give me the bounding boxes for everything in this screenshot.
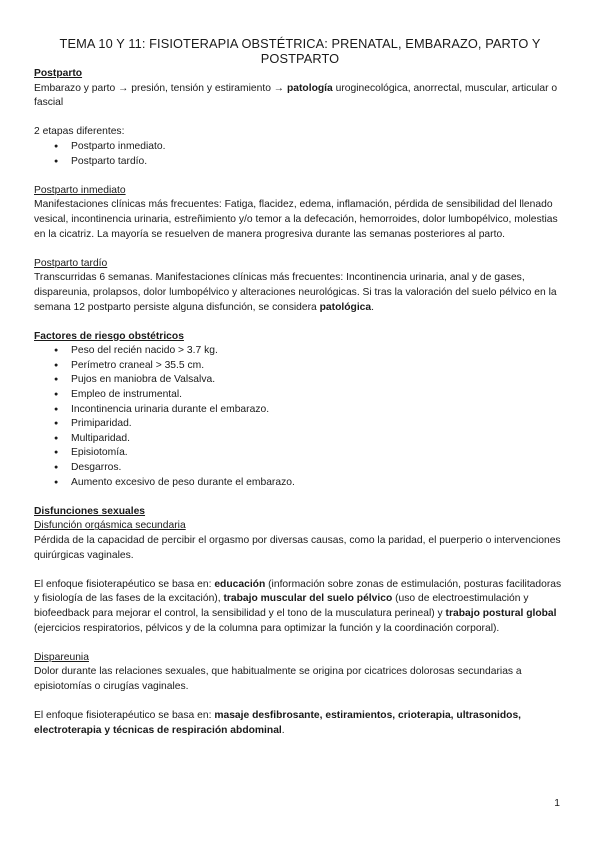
- tardio-text-end: .: [371, 301, 375, 313]
- list-item: ● Peso del recién nacido > 3.7 kg.: [34, 344, 564, 359]
- document-title: TEMA 10 Y 11: FISIOTERAPIA OBSTÉTRICA: PRENATAL, EMBARAZO, PARTO Y POSTPARTO: [59, 36, 541, 66]
- list-item: ● Episiotomía.: [34, 446, 564, 461]
- enfoque-text: (información sobre zonas de estimulación, posturas facilitadoras y fisiología de las fases de la excitación),: [34, 578, 562, 605]
- intro-text-end: uroginecológica, anorrectal, muscular, articular o fascial: [34, 82, 558, 109]
- section-heading-postparto: Postparto: [34, 68, 83, 79]
- etapas-label: 2 etapas diferentes:: [34, 126, 125, 138]
- list-item: ● Perímetro craneal > 35.5 cm.: [34, 359, 564, 374]
- document-body: [34, 67, 564, 738]
- section-heading-disfunciones: Disfunciones sexuales: [34, 505, 146, 517]
- enfoque-text: El enfoque fisioterapéutico se basa en:: [34, 710, 215, 722]
- dispareunia-text: Dolor durante las relaciones sexuales, que habitualmente se origina por cicatrices dolorosas secundarias a episiotomías o cirugías vaginales.: [34, 666, 522, 692]
- enfoque-text: .: [281, 724, 285, 736]
- enfoque-bold: educación: [214, 578, 266, 590]
- etapas-list: [34, 140, 564, 169]
- subheading-disfuncion-orgasmica: Disfunción orgásmica secundaria: [34, 520, 186, 532]
- section-heading-factores: Factores de riesgo obstétricos: [34, 330, 184, 342]
- list-item: ● Multiparidad.: [34, 432, 564, 447]
- page-number: 1: [554, 798, 560, 809]
- subheading-dispareunia: Dispareunia: [34, 651, 89, 663]
- enfoque-orgasmica: [34, 578, 564, 636]
- intro-text: Embarazo y parto → presión, tensión y estiramiento →: [34, 82, 287, 94]
- orgasmica-text: Pérdida de la capacidad de percibir el orgasmo por diversas causas, como la paridad, el puerperio o intervenciones quirúrgicas vaginales.: [34, 535, 561, 561]
- tardio-text-main: Transcurridas 6 semanas. Manifestaciones clínicas más frecuentes: Incontinencia urinaria, anal y de gases, dispareunia, prolapsos, dolor lumbopélvico y alteraciones neurológicas. Si tras la valoración del suelo pélvico en la semana 12 postparto persiste alguna disfunción, se considera: [34, 272, 557, 313]
- inmediato-text: Manifestaciones clínicas más frecuentes: Fatiga, flacidez, edema, inflamación, pérdida de sensibilidad del llenado vesical, incontinencia urinaria, estreñimiento y/o temor a la defecación, hemorroides, dolor lumbopélvico, molestias en la cicatriz. La mayoría se resuelven de manera progresiva durante las semanas posteriores al parto.: [34, 199, 558, 240]
- enfoque-bold: masaje desfibrosante, estiramientos, crioterapia, ultrasonidos, electroterapia y técnicas de respiración abdominal: [34, 710, 522, 736]
- list-item: ● Incontinencia urinaria durante el embarazo.: [34, 403, 564, 418]
- enfoque-text: El enfoque fisioterapéutico se basa en:: [34, 578, 215, 590]
- tardio-bold: patológica: [319, 301, 372, 313]
- list-item: ● Postparto inmediato.: [34, 140, 564, 155]
- subheading-postparto-tardio: Postparto tardío: [34, 257, 108, 269]
- intro-bold: patología: [286, 82, 333, 94]
- list-item: ● Pujos en maniobra de Valsalva.: [34, 373, 564, 388]
- list-item: ● Desgarros.: [34, 461, 564, 476]
- list-item: ● Primiparidad.: [34, 417, 564, 432]
- list-item: ● Empleo de instrumental.: [34, 388, 564, 403]
- tardio-text: [34, 271, 564, 315]
- list-item: ● Postparto tardío.: [34, 155, 564, 170]
- subheading-postparto-inmediato: Postparto inmediato: [34, 184, 126, 196]
- enfoque-dispareunia: [34, 709, 564, 738]
- enfoque-text: (uso de electroestimulación y biofeedback para mejorar el control, la sensibilidad y el tono de la musculatura perineal) y: [34, 593, 529, 619]
- postparto-intro: [34, 82, 564, 111]
- enfoque-bold: trabajo postural global: [445, 607, 557, 619]
- list-item: ● Aumento excesivo de peso durante el embarazo.: [34, 476, 564, 491]
- enfoque-text: (ejercicios respiratorios, pélvicos y de la columna para optimizar la función y la coordinación corporal).: [34, 622, 500, 634]
- enfoque-bold: trabajo muscular del suelo pélvico: [223, 593, 393, 605]
- factores-list: [34, 344, 564, 490]
